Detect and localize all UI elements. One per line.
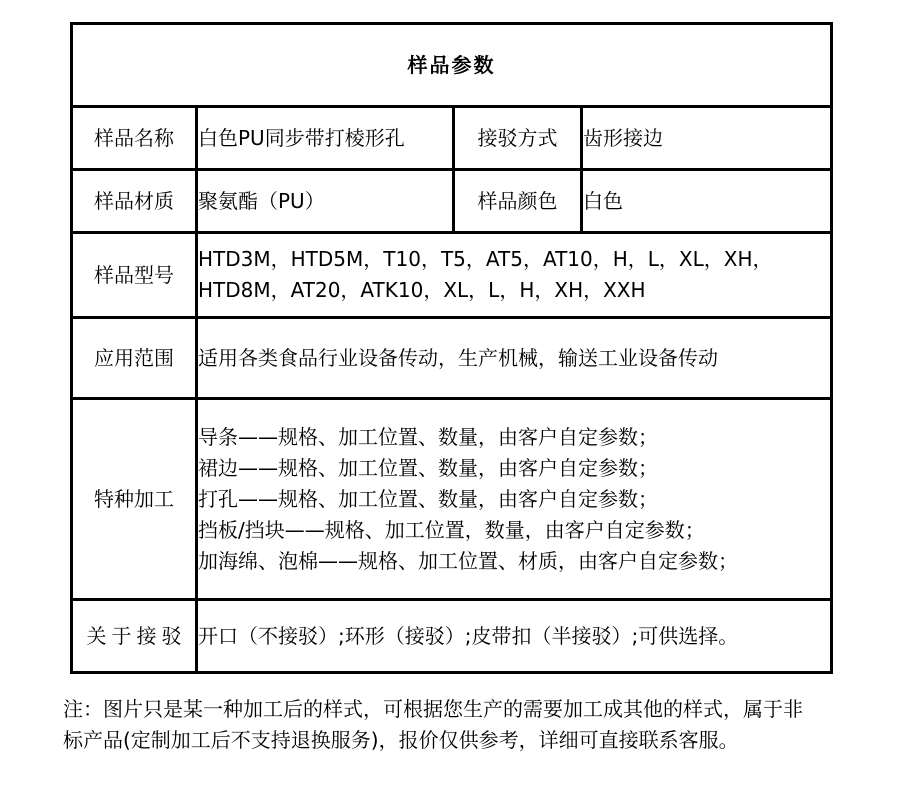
table-row — [72, 318, 832, 399]
label-application: 应用范围 — [72, 318, 197, 399]
value-application: 适用各类食品行业设备传动，生产机械，输送工业设备传动 — [197, 318, 832, 399]
value-color: 白色 — [582, 170, 832, 233]
value-material: 聚氨酯（PU） — [197, 170, 454, 233]
special-line-3: 打孔——规格、加工位置、数量，由客户自定参数； — [198, 486, 658, 511]
table-title-row — [72, 24, 832, 107]
label-joint-method: 接驳方式 — [454, 107, 582, 170]
label-model: 样品型号 — [72, 233, 197, 318]
label-color: 样品颜色 — [454, 170, 582, 233]
page-title: 样品参数 — [72, 24, 832, 107]
label-material: 样品材质 — [72, 170, 197, 233]
label-sample-name: 样品名称 — [72, 107, 197, 170]
model-line-2: HTD8M，AT20，ATK10，XL，L，H，XH，XXH — [198, 278, 646, 302]
value-joint-method: 齿形接边 — [582, 107, 832, 170]
footer-note-line-2: 标产品(定制加工后不支持退换服务)，报价仅供参考，详细可直接联系客服。 — [63, 728, 739, 752]
value-model — [197, 233, 832, 318]
special-line-1: 导条——规格、加工位置、数量，由客户自定参数； — [198, 424, 658, 449]
table-row — [72, 107, 832, 170]
table-row — [72, 233, 832, 318]
table-row — [72, 170, 832, 233]
spec-table — [70, 22, 833, 674]
table-row — [72, 600, 832, 673]
value-sample-name: 白色PU同步带打棱形孔 — [197, 107, 454, 170]
table-row — [72, 399, 832, 600]
special-line-5: 加海绵、泡棉——规格、加工位置、材质，由客户自定参数； — [198, 548, 738, 573]
special-line-4: 挡板/挡块——规格、加工位置，数量，由客户自定参数； — [198, 517, 705, 542]
footer-note-line-1: 注：图片只是某一种加工后的样式，可根据您生产的需要加工成其他的样式，属于非 — [63, 697, 803, 721]
special-line-2: 裙边——规格、加工位置、数量，由客户自定参数； — [198, 455, 658, 480]
label-special-process: 特种加工 — [72, 399, 197, 600]
footer-note — [63, 694, 853, 756]
spec-table-wrap — [70, 22, 833, 674]
value-about-joint: 开口（不接驳）;环形（接驳）;皮带扣（半接驳）;可供选择。 — [197, 600, 832, 673]
model-line-1: HTD3M，HTD5M，T10，T5，AT5，AT10，H，L，XL，XH， — [198, 247, 773, 271]
value-special-process — [197, 399, 832, 600]
label-about-joint: 关于接驳 — [72, 600, 197, 673]
